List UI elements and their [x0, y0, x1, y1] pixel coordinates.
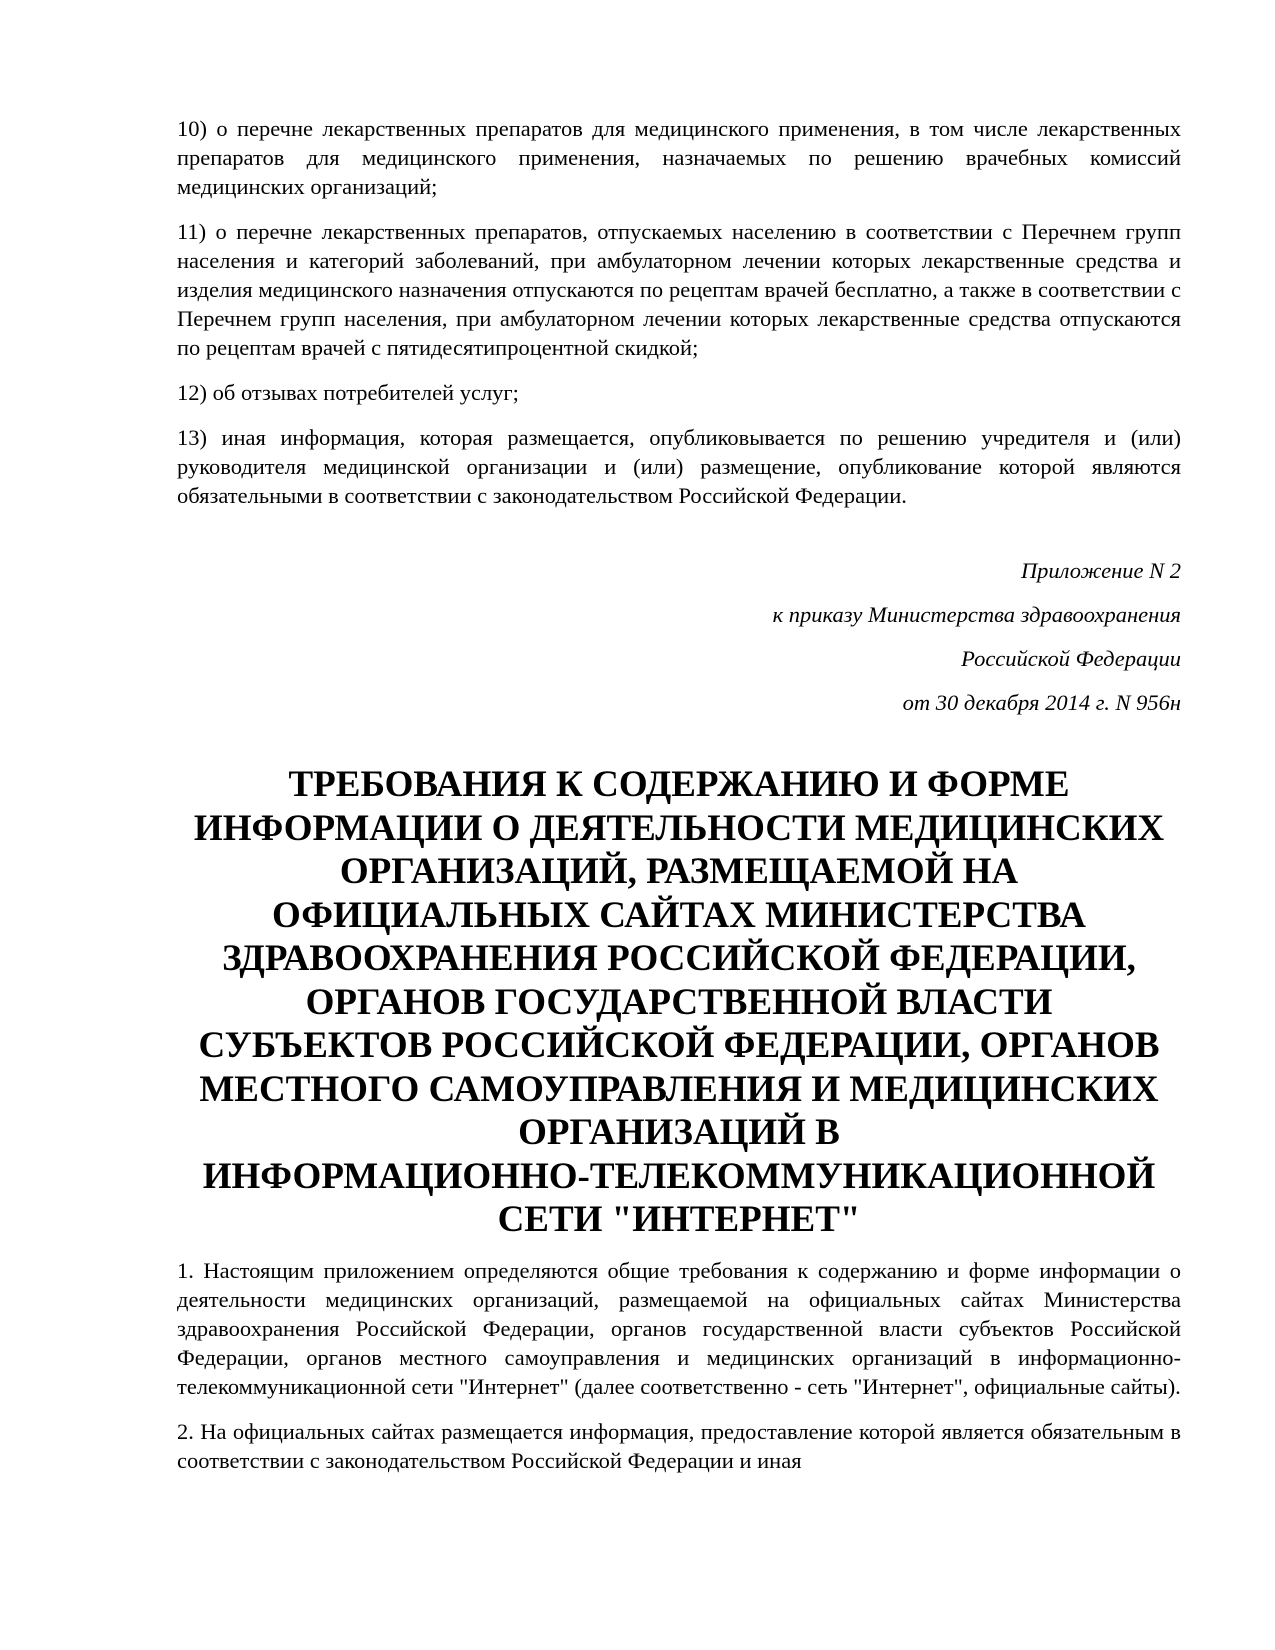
- title-line: ОФИЦИАЛЬНЫХ САЙТАХ МИНИСТЕРСТВА: [272, 894, 1086, 936]
- appendix-date: от 30 декабря 2014 г. N 956н: [902, 690, 1181, 715]
- title-line: МЕСТНОГО САМОУПРАВЛЕНИЯ И МЕДИЦИНСКИХ: [199, 1068, 1159, 1110]
- requirements-body: [177, 1256, 1181, 1475]
- title-line: ОРГАНИЗАЦИЙ, РАЗМЕЩАЕМОЙ НА: [339, 851, 1019, 892]
- appendix-header: [177, 556, 1181, 717]
- title-line: СУБЪЕКТОВ РОССИЙСКОЙ ФЕДЕРАЦИИ, ОРГАНОВ: [198, 1025, 1160, 1066]
- title-line: ИНФОРМАЦИОННО-ТЕЛЕКОММУНИКАЦИОННОЙ: [202, 1155, 1156, 1197]
- document-page: [177, 114, 1181, 1475]
- title-line: ИНФОРМАЦИИ О ДЕЯТЕЛЬНОСТИ МЕДИЦИНСКИХ: [193, 807, 1165, 849]
- appendix-number: Приложение N 2: [1020, 558, 1181, 583]
- title-line: СЕТИ "ИНТЕРНЕТ": [497, 1199, 861, 1240]
- title-line: ОРГАНОВ ГОСУДАРСТВЕННОЙ ВЛАСТИ: [305, 981, 1053, 1023]
- document-title: [177, 763, 1181, 1242]
- title-line: ОРГАНИЗАЦИЙ В: [518, 1112, 840, 1153]
- list-item-10: 10) о перечне лекарственных препаратов для медицинского применения, в том числе лекарственных препаратов для медицинского применения, назначаемых по решению врачебных комиссий медицинских организаций;: [177, 116, 1181, 199]
- list-item-13: 13) иная информация, которая размещается, опубликовывается по решению учредителя и (или) руководителя медицинской организации и (или) размещение, опубликование которой являются обязательными в соответствии с законодательством Российской Федерации.: [177, 425, 1181, 508]
- appendix-order-ref: к приказу Министерства здравоохранения: [772, 602, 1181, 627]
- appendix-country: Российской Федерации: [961, 646, 1181, 671]
- list-item-11: 11) о перечне лекарственных препаратов, отпускаемых населению в соответствии с Перечнем групп населения и категорий заболеваний, при амбулаторном лечении которых лекарственные средства и изделия медицинского назначения отпускаются по рецептам врачей бесплатно, а также в соответствии с Перечнем групп населения, при амбулаторном лечении которых лекарственные средства отпускаются по рецептам врачей с пятидесятипроцентной скидкой;: [177, 219, 1181, 360]
- clause-2: 2. На официальных сайтах размещается информация, предоставление которой является обязательным в соответствии с законодательством Российской Федерации и иная: [177, 1418, 1181, 1473]
- title-line: ТРЕБОВАНИЯ К СОДЕРЖАНИЮ И ФОРМЕ: [288, 764, 1070, 805]
- info-list: [177, 114, 1181, 510]
- title-line: ЗДРАВООХРАНЕНИЯ РОССИЙСКОЙ ФЕДЕРАЦИИ,: [222, 938, 1136, 979]
- list-item-12: 12) об отзывах потребителей услуг;: [177, 380, 519, 405]
- clause-1: 1. Настоящим приложением определяются общие требования к содержанию и форме информации о деятельности медицинских организаций, размещаемой на официальных сайтах Министерства здравоохранения Российской Федерации, органов государственной власти субъектов Российской Федерации, органов местного самоуправления и медицинских организаций в информационно-телекоммуникационной сети "Интернет" (далее соответственно - сеть "Интернет", официальные сайты).: [177, 1257, 1181, 1399]
